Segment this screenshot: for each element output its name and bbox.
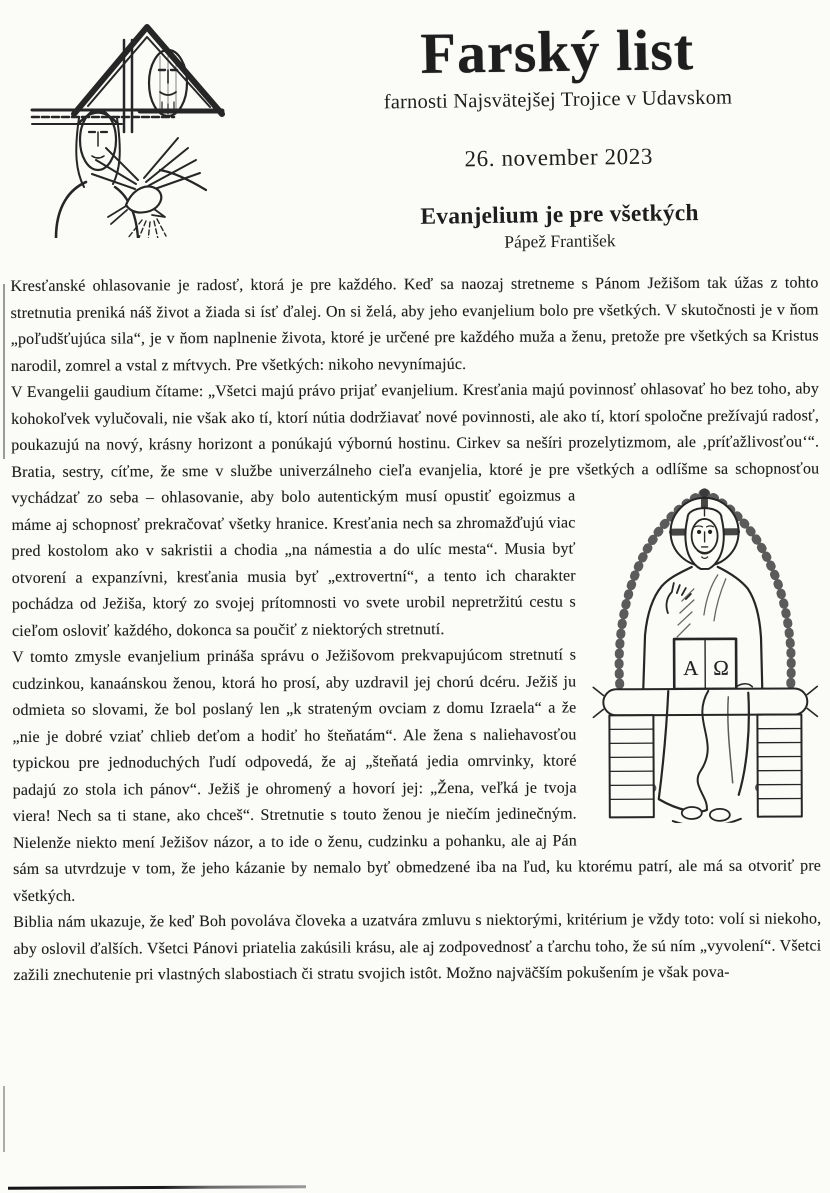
omega-glyph: Ω: [713, 655, 729, 680]
holy-trinity-icon: [26, 10, 238, 238]
masthead-text: [293, 18, 823, 255]
scan-edge-artifact: [3, 284, 5, 459]
paragraph-text: V tomto zmysle evanjelium prináša správu o Ježišovom prekvapujúcom stretnutí s cudzinkou, kanaánskou ženou, ktorá ho prosí, aby uzdravil jej chorú dcéru. Ježiš ju odmieta so slovami, že bol poslaný len „k strateným ovciam z domu Izraela“ a že „nie je dobré vziať chlieb deťom a hodiť ho šteňatám“. Ale žena s naliehavosťou typickou pre jednoduchých ľudí odpovedá, že aj „šteňatá jedia omrvinky, ktoré padajú zo stola ich pánov“. Ježiš je ohromený a hovorí jej: „Žena, veľká je tvoja viera! Nech sa ti stane, ako chceš“. Stretnutie s touto ženou je niečím jedinečným. Nielenže niekto mení Ježišov názor, a to ide o ženu, cudzinku a pohanku, ale aj Pán sám sa utvrdzuje v tom, že jeho kázanie by nemalo byť obmedzené iba na ľud, ku ktorému patrí, ale má sa otvoriť pre všetkých.: [12, 646, 822, 905]
issue-date: 26. november 2023: [464, 143, 654, 172]
masthead: [0, 0, 830, 270]
paragraph-text: V Evangelii gaudium čítame: „Všetci majú právo prijať evanjelium. Kresťania majú povinnosť ohlasovať ho bez toho, aby kohokoľvek vylučovali, nie však ako tí, ktorí nútia dodržiavať nové povinnosti, ale ako tí, ktorí spoločne prežívajú radosť, poukazujú na nový, krásny horizont a ponúkajú výbornú hostinu. Cirkev sa nešíri prozelytizmom, ale ‚príťažlivosťou‘“. Bratia, sestry, cíťme, že sme v službe univerzálneho cieľa evanjelia,: [10, 380, 820, 481]
paragraph-text: Biblia nám ukazuje, že keď Boh povoláva človeka a uzatvára zmluvu s niektorými, kritérium je vždy toto: volí si niekoho, aby oslovil ďalších. Všetci Pánovi priatelia zakúsili krásu, ale aj zodpovednosť a ťarchu toho, že sú ním „vyvolení“. Všetci zažili znechutenie pri vlastných slabostiach či stratu svojich istôt. Možno najväčším pokušením je však pova-: [13, 910, 822, 984]
newsletter-title: Farský list: [420, 17, 695, 86]
article-title: Evanjelium je pre všetkých: [420, 200, 699, 231]
article-author: Pápež František: [504, 230, 616, 252]
bottom-partial-rule: [8, 1185, 306, 1190]
body-paragraph-4: [13, 906, 821, 989]
christ-pantokrator-icon: [589, 482, 820, 823]
paragraph-text: ktoré je pre všetkých a odlíšme sa schopnosťou vychádzať zo seba – ohlasovanie, aby bolo autentickým musí opustiť egoizmus a máme aj schopnosť prekračovať všetky hranice. Kresťania nech sa zhromažďujú viac pred kostolom ako v sakristii a chodia „na námestia a do ulíc mesta“. Musia byť otvorení a expanzívni, kresťania musia byť „extrovertní“, a tento ich charakter pochádza od Ježiša, ktorý zo svojej prítomnosti vo svete urobil nepretržitú cestu s cieľom osloviť každého, dokonca sa poučiť z niektorých stretnutí.: [11, 459, 820, 640]
paragraph-text: Kresťanské ohlasovanie je radosť, ktorá je pre každého. Keď sa naozaj stretneme s Pánom Ježišom tak úžas z tohto stretnutia preniká náš život a žiada si ísť ďalej. On si želá, aby jeho evanjelium bolo pre všetkých. V skutočnosti je v ňom „poľudšťujúca sila“, je v ňom naplnenie života, ktoré je určené pre každého muža a ženu, pretože pre všetkých sa Kristus narodil, zomrel a vstal z mŕtvych. Pre všetkých: nikoho nevynímajúc.: [10, 274, 819, 375]
christ-pantokrator-illustration: [589, 456, 821, 823]
body-paragraph-1: [10, 270, 818, 380]
body-paragraph-2: [10, 376, 820, 680]
newsletter-subtitle: farnosti Najsvätejšej Trojice v Udavskom: [383, 86, 733, 114]
article-body: [0, 266, 830, 989]
holy-trinity-illustration: [26, 10, 238, 238]
scan-edge-artifact: [3, 1086, 5, 1152]
alpha-glyph: Α: [683, 655, 699, 680]
